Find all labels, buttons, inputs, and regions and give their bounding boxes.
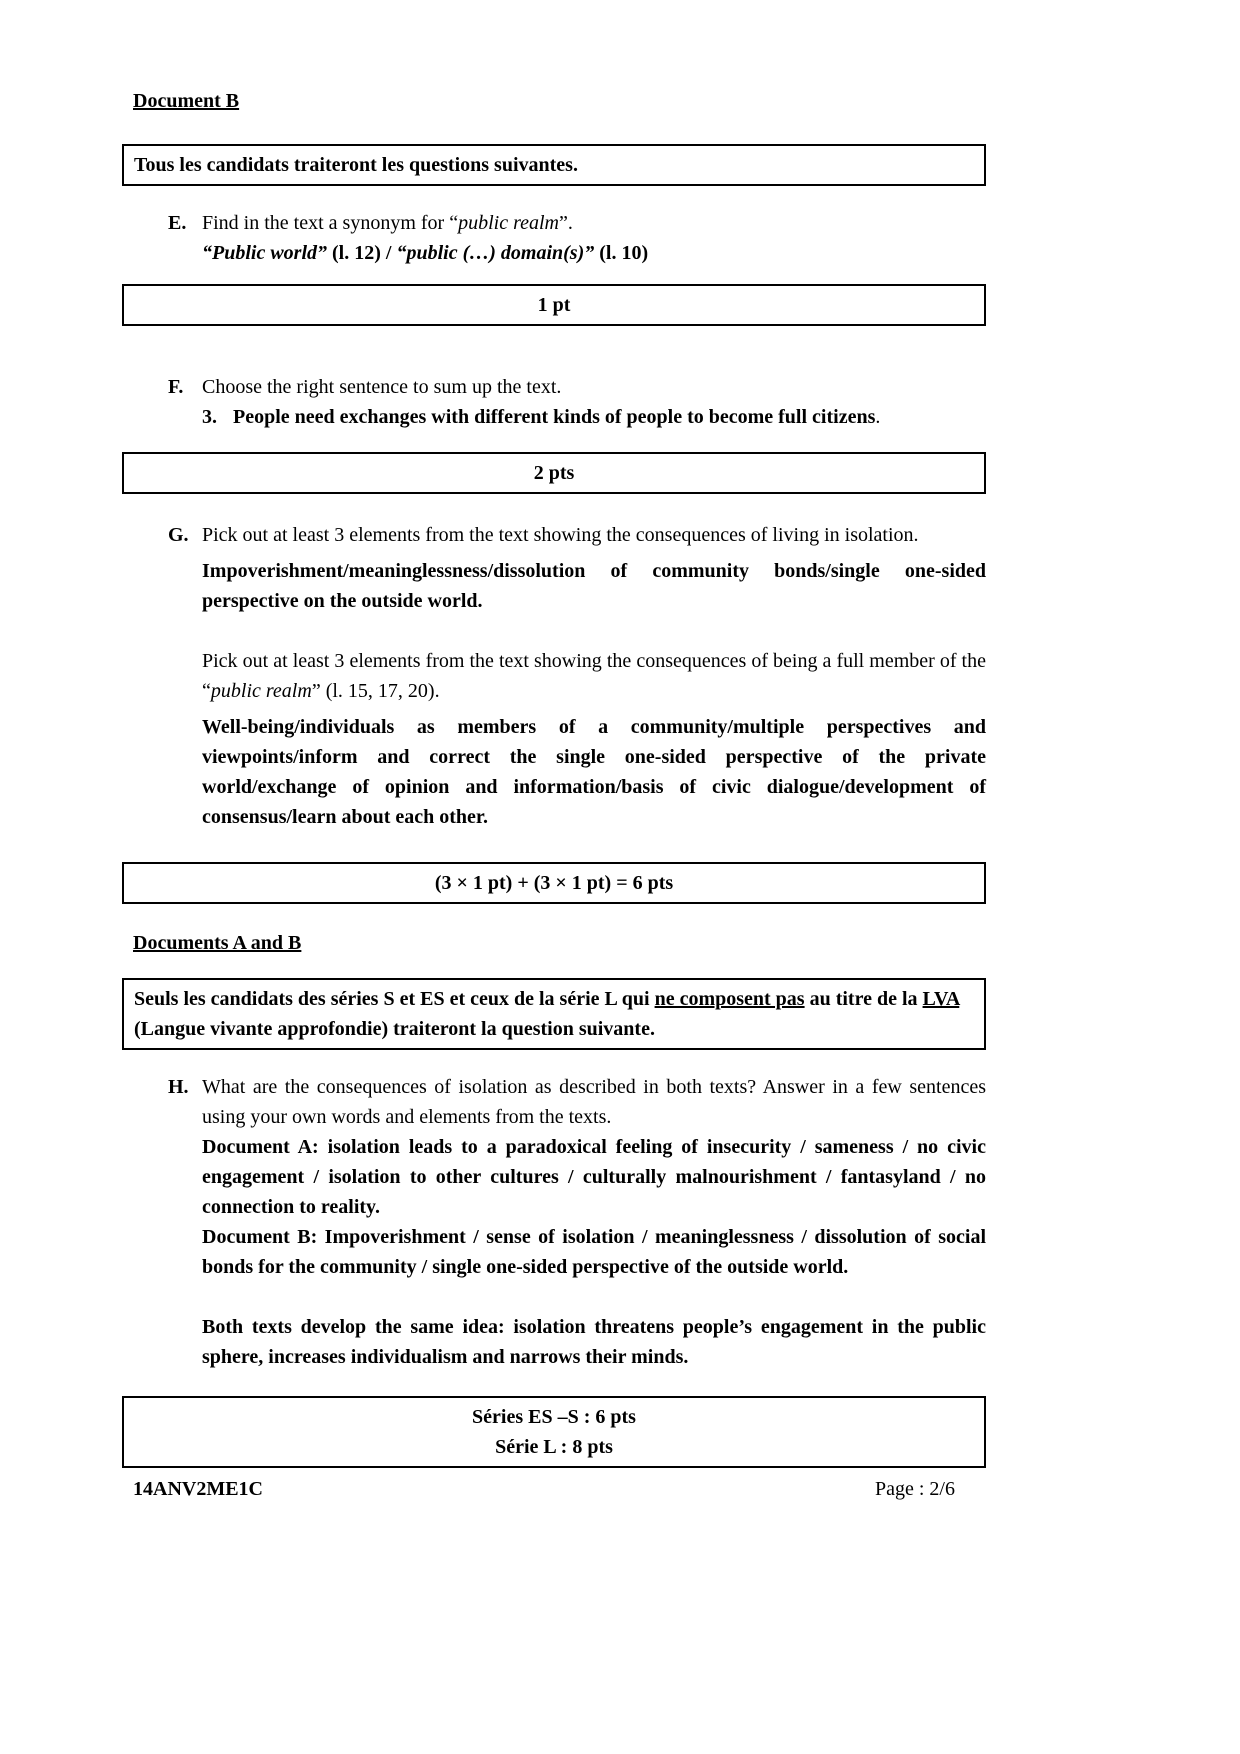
points-question-h-line1: Séries ES –S : 6 pts xyxy=(472,1406,636,1428)
docs-a-b-heading xyxy=(133,928,986,958)
question-f-answer-period: . xyxy=(875,406,881,428)
question-g xyxy=(168,520,986,832)
question-f-body xyxy=(202,372,986,432)
question-e-answer-ref1: (l. 12) / xyxy=(327,242,397,264)
question-e-text-part2: ”. xyxy=(559,212,573,234)
question-h-answer-doc-b: Document B: Impoverishment / sense of isolation / meaninglessness / dissolution of social bonds for the community / single one-sided perspective of the outside world. xyxy=(202,1226,986,1278)
points-question-e-text: 1 pt xyxy=(537,294,571,316)
question-f-text: Choose the right sentence to sum up the text. xyxy=(202,376,562,398)
question-e xyxy=(168,208,986,268)
series-instruction-underline2: LVA xyxy=(922,988,960,1010)
question-g-text-1: Pick out at least 3 elements from the text showing the consequences of living in isolation. xyxy=(202,524,919,546)
points-box-question-h xyxy=(122,1396,986,1468)
question-e-text-part1: Find in the text a synonym for “ xyxy=(202,212,459,234)
all-candidates-instruction-box xyxy=(122,144,986,186)
question-h-answer-doc-a: Document A: isolation leads to a paradoxical feeling of insecurity / sameness / no civic engagement / isolation to other cultures / culturally malnourishment / fantasyland / no connection to reality. xyxy=(202,1136,986,1218)
series-instruction-underline1: ne composent pas xyxy=(654,988,805,1010)
question-e-answer xyxy=(202,238,986,268)
points-box-question-g xyxy=(122,862,986,904)
question-h-answer-both: Both texts develop the same idea: isolation threatens people’s engagement in the public sphere, increases individualism and narrows their minds. xyxy=(202,1316,986,1368)
question-g-text-2-italic: public realm xyxy=(210,680,312,702)
footer-page-number: Page : 2/6 xyxy=(875,1478,955,1500)
question-e-text-italic: public realm xyxy=(458,212,559,234)
question-h-body xyxy=(202,1072,986,1372)
question-f xyxy=(168,372,986,432)
question-f-letter: F. xyxy=(168,376,184,398)
points-question-h-line2: Série L : 8 pts xyxy=(495,1436,613,1458)
points-question-g-text: (3 × 1 pt) + (3 × 1 pt) = 6 pts xyxy=(434,872,674,894)
doc-b-heading xyxy=(133,86,986,116)
question-e-text xyxy=(202,208,986,238)
question-h-letter: H. xyxy=(168,1076,189,1098)
points-box-question-f xyxy=(122,452,986,494)
series-instruction-box xyxy=(122,978,986,1050)
question-f-answer-text: People need exchanges with different kinds of people to become full citizens xyxy=(233,406,876,428)
question-h-text: What are the consequences of isolation as described in both texts? Answer in a few sentences using your own words and elements from the texts. xyxy=(202,1076,986,1128)
question-g-text-2 xyxy=(202,646,986,706)
series-instruction-part3: (Langue vivante approfondie) traiteront la question suivante. xyxy=(134,1018,655,1040)
question-e-answer-quote2: “public (…) domain(s)” xyxy=(396,242,595,264)
question-g-letter: G. xyxy=(168,524,189,546)
question-e-answer-ref2: (l. 10) xyxy=(594,242,649,264)
page-content xyxy=(122,86,986,1468)
question-e-body xyxy=(202,208,986,268)
question-f-answer xyxy=(202,402,986,432)
question-g-text-2-part2: ” (l. 15, 17, 20). xyxy=(311,680,440,702)
question-g-body xyxy=(202,520,986,832)
question-g-text-2-part1: Pick out at least 3 elements from the text showing the consequences of being a full member of the “ xyxy=(202,650,986,702)
question-h xyxy=(168,1072,986,1372)
question-g-answer-2: Well-being/individuals as members of a community/multiple perspectives and viewpoints/inform and correct the single one-sided perspective of the private world/exchange of opinion and information/basis of civic dialogue/development of consensus/learn about each other. xyxy=(202,716,986,828)
question-g-answer-1: Impoverishment/meaninglessness/dissolution of community bonds/single one-sided perspective on the outside world. xyxy=(202,560,986,612)
question-f-answer-number: 3. xyxy=(202,406,217,428)
question-e-answer-quote1: “Public world” xyxy=(202,242,328,264)
question-e-letter: E. xyxy=(168,212,187,234)
points-question-f-text: 2 pts xyxy=(533,462,575,484)
points-box-question-e xyxy=(122,284,986,326)
series-instruction-part2: au titre de la xyxy=(804,988,923,1010)
doc-b-heading-text: Document B xyxy=(133,90,240,112)
series-instruction-part1: Seuls les candidats des séries S et ES et ceux de la série L qui xyxy=(134,988,655,1010)
footer-document-code: 14ANV2ME1C xyxy=(133,1478,263,1500)
page-footer xyxy=(133,1478,955,1501)
docs-a-b-heading-text: Documents A and B xyxy=(133,932,302,954)
all-candidates-instruction-text: Tous les candidats traiteront les questions suivantes. xyxy=(134,154,578,176)
